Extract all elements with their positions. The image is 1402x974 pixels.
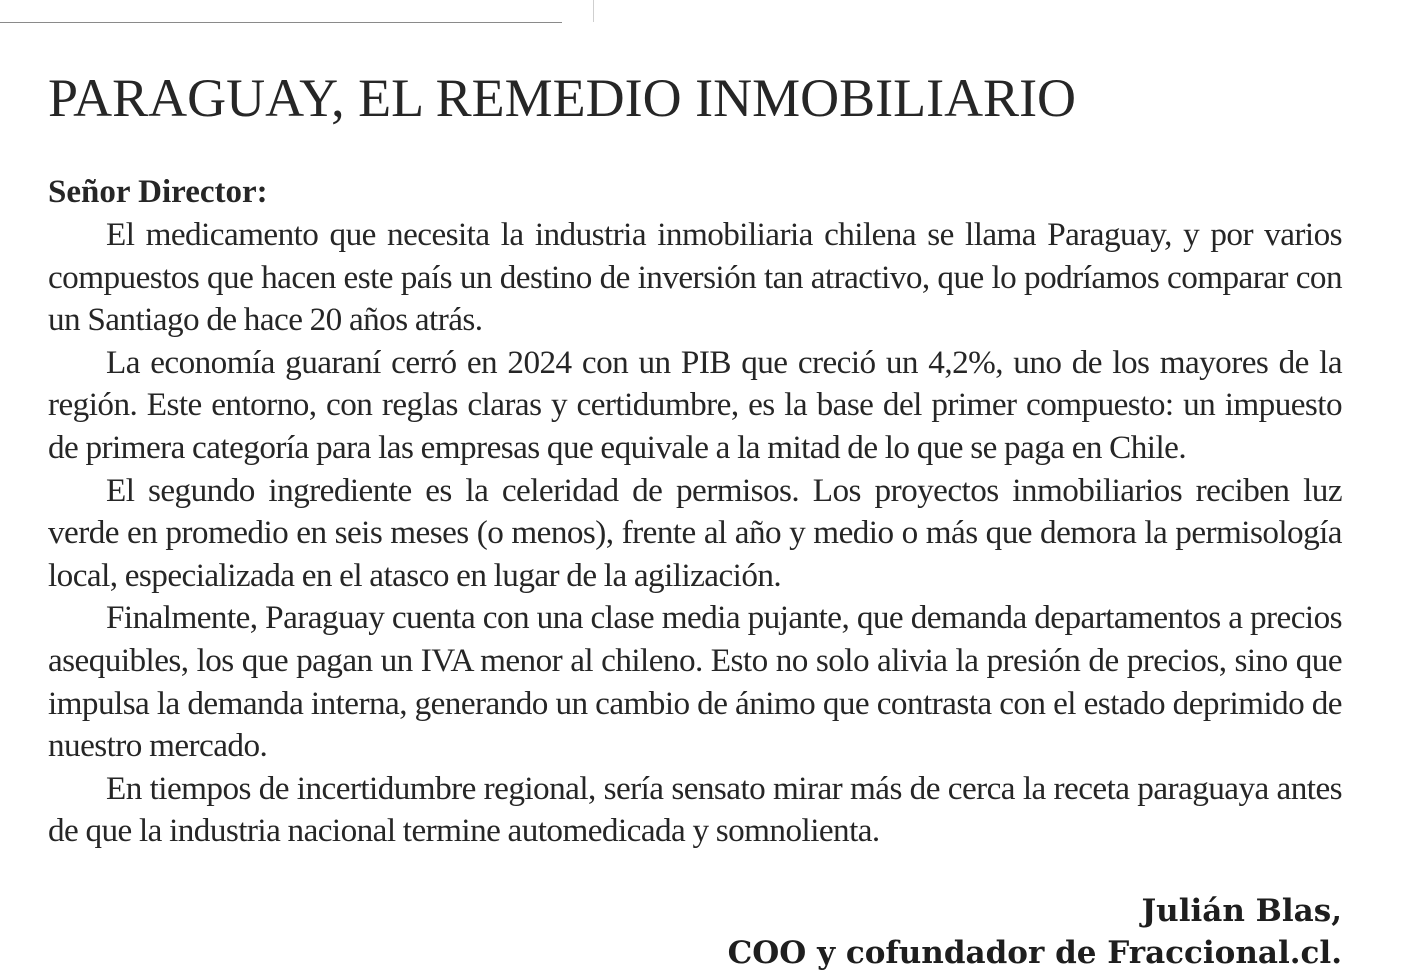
body-paragraph: La economía guaraní cerró en 2024 con un PIB que creció un 4,2%, uno de los mayores de la región. Este entorno, con reglas claras y certidumbre, es la base del primer compuesto: un impuesto de primera categoría para las empresas que equivale a la mitad de lo que se paga en Chile. [48, 343, 1342, 466]
signature-title: COO y cofundador de Fraccional.cl. [727, 935, 1342, 971]
letter-headline: PARAGUAY, EL REMEDIO INMOBILIARIO [48, 68, 1077, 128]
signature-name: Julián Blas, [1141, 893, 1342, 929]
body-paragraph: En tiempos de incertidumbre regional, sería sensato mirar más de cerca la receta paraguaya antes de que la industria nacional termine automedicada y somnolienta. [48, 769, 1342, 850]
letter-signature [728, 890, 1342, 974]
body-paragraph: Finalmente, Paraguay cuenta con una clase media pujante, que demanda departamentos a precios asequibles, los que pagan un IVA menor al chileno. Esto no solo alivia la presión de precios, sino que impulsa la demanda interna, generando un cambio de ánimo que contrasta con el estado deprimido de nuestro mercado. [48, 599, 1342, 765]
letter-salutation: Señor Director: [48, 174, 268, 210]
column-separator-tick [593, 0, 594, 22]
body-paragraph: El medicamento que necesita la industria inmobiliaria chilena se llama Paraguay, y por varios compuestos que hacen este país un destino de inversión tan atractivo, que lo podríamos comparar con un Santiago de hace 20 años atrás. [48, 216, 1342, 339]
letter-body [48, 214, 1342, 853]
body-paragraph: El segundo ingrediente es la celeridad de permisos. Los proyectos inmobiliarios reciben luz verde en promedio en seis meses (o menos), frente al año y medio o más que demora la permisología local, especializada en el atasco en lugar de la agilización. [48, 471, 1342, 594]
top-divider-line [0, 22, 562, 23]
